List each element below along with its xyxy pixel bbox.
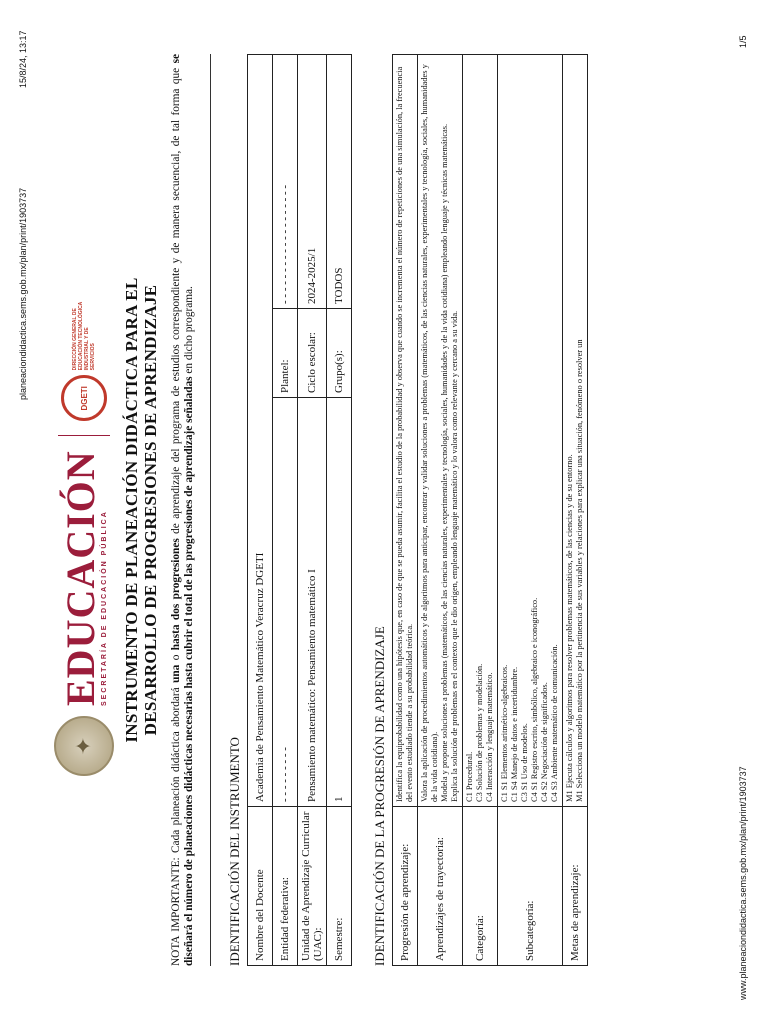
subcategoria-value [498,55,563,807]
ciclo-value: 2024-2025/1 [298,55,327,309]
progresion-label: Progresión de aprendizaje: [393,807,418,966]
trayectoria-value [418,55,463,807]
categoria-label: Categoría: [463,807,498,966]
list-item: M1 Selecciona un modelo matemático por la pertinencia de sus variables y relaciones para explicar una situación, fenómeno o resolver un [575,339,584,802]
list-item: C3 S1 Uso de modelos. [520,723,529,802]
list-item: M1 Ejecuta cálculos y algoritmos para resolver problemas matemáticos, de las ciencias y de su entorno. [565,454,574,802]
print-site-url: planeaciondidactica.sems.gob.mx/plan/print/1903737 [18,187,28,400]
instrument-table [247,54,352,966]
table-row [418,55,463,966]
logo-divider [58,435,110,436]
list-item: C4 S1 Registro escrito, simbólico, algebraico e iconográfico. [530,597,539,802]
table-row [273,55,298,966]
entidad-label: Entidad federativa: [273,807,298,966]
list-item: C1 S1 Elementos aritmético-algebraicos. [500,664,509,802]
document-title: INSTRUMENTO DE PLANEACIÓN DIDÁCTICA PARA EL DESARROLLO DE PROGRESIONES DE APRENDIZAJE [122,277,160,743]
list-item: C1 S4 Manejo de datos e incertidumbre. [510,666,519,802]
trayectoria-label: Aprendizajes de trayectoria: [418,807,463,966]
print-date: 15/8/24, 13:17 [18,30,28,88]
plantel-label: Plantel: [273,309,298,398]
uac-label: Unidad de Aprendizaje Curricular (UAC): [298,807,327,966]
ciclo-label: Ciclo escolar: [298,309,327,398]
table-row [463,55,498,966]
progression-section-title: IDENTIFICACIÓN DE LA PROGRESIÓN DE APRENDIZAJE [372,626,387,966]
docente-value: Academia de Pensamiento Matemático Veracruz DGETI [248,55,273,807]
list-item: C4 S3 Ambiente matemático de comunicación. [550,644,559,802]
table-row [393,55,418,966]
list-item: C4 Interacción y lenguaje matemático. [485,672,494,802]
plantel-value: - - - - - - - - - - - - - - - - - - - [273,55,298,309]
grupo-label: Grupo(s): [327,309,352,398]
list-item: Valora la aplicación de procedimientos automáticos y de algoritmos para anticipar, encontrar y validar soluciones a problemas (matemáticos, de las ciencias naturales, experimentales y tecnología, sociales, humanidades y de la vida cotidiana). [420,64,439,802]
dgeti-logo: DGETI DIRECCIÓN GENERAL DE EDUCACIÓN TECNOLÓGICA INDUSTRIAL Y DE SERVICIOS [61,300,107,421]
uac-value: Pensamiento matemático: Pensamiento matemático I [298,398,327,807]
table-row [327,55,352,966]
progression-table [392,54,588,966]
logo-row [50,54,118,776]
section-divider [210,54,211,966]
semestre-value: 1 [327,398,352,807]
list-item: C1 Procedural. [465,751,474,802]
table-row [248,55,273,966]
list-item: C4 S2 Negociación de significados. [540,682,549,802]
mexico-seal-icon: ✦ [54,716,114,776]
docente-label: Nombre del Docente [248,807,273,966]
page-number: 1/5 [738,35,748,48]
entidad-value: - - - - - - - - - [273,398,298,807]
dgeti-mark-icon: DGETI [61,375,107,421]
document-page [50,54,588,966]
rotated-page [0,34,768,1024]
semestre-label: Semestre: [327,807,352,966]
table-row [563,55,588,966]
categoria-value [463,55,498,807]
subcategoria-label: Subcategoría: [498,807,563,966]
table-row [298,55,327,966]
list-item: C3 Solución de problemas y modelación. [475,663,484,802]
metas-value [563,55,588,807]
list-item: Explica la solución de problemas en el contexto que le dio origen, empleando lenguaje matemático y lo valora como relevante y cercano a su vida. [450,310,459,802]
important-note: NOTA IMPORTANTE: Cada planeación didáctica abordará una o hasta dos progresiones de aprendizaje del programa de estudios correspondiente y de manera secuencial, de tal forma que se diseñará el número de planeaciones didácticas necesarias hasta cubrir el total de las progresiones de aprendizaje señaladas en dicho programa. [170,54,195,966]
sep-logo: EDUCACIÓN SECRETARÍA DE EDUCACIÓN PÚBLICA [57,450,108,706]
metas-label: Metas de aprendizaje: [563,807,588,966]
list-item: Modela y propone soluciones a problemas (matemáticos, de las ciencias naturales, experimentales y tecnología, sociales, humanidades y de la vida cotidiana) empleando lenguaje y técnicas matemáticas. [440,123,449,802]
progresion-value: Identifica la equiprobabilidad como una hipótesis que, en caso de que se pueda asumir, facilita el estudio de la probabilidad y observa que cuando se incrementa el número de repeticiones de una simulación, la frecuencia del evento estudiado tiende a su probabilidad teórica. [393,55,418,807]
grupo-value: TODOS [327,55,352,309]
print-footer-url: www.planeaciondidactica.sems.gob.mx/plan/print/1903737 [738,766,748,1000]
instrument-section-title: IDENTIFICACIÓN DEL INSTRUMENTO [227,737,242,966]
table-row [498,55,563,966]
